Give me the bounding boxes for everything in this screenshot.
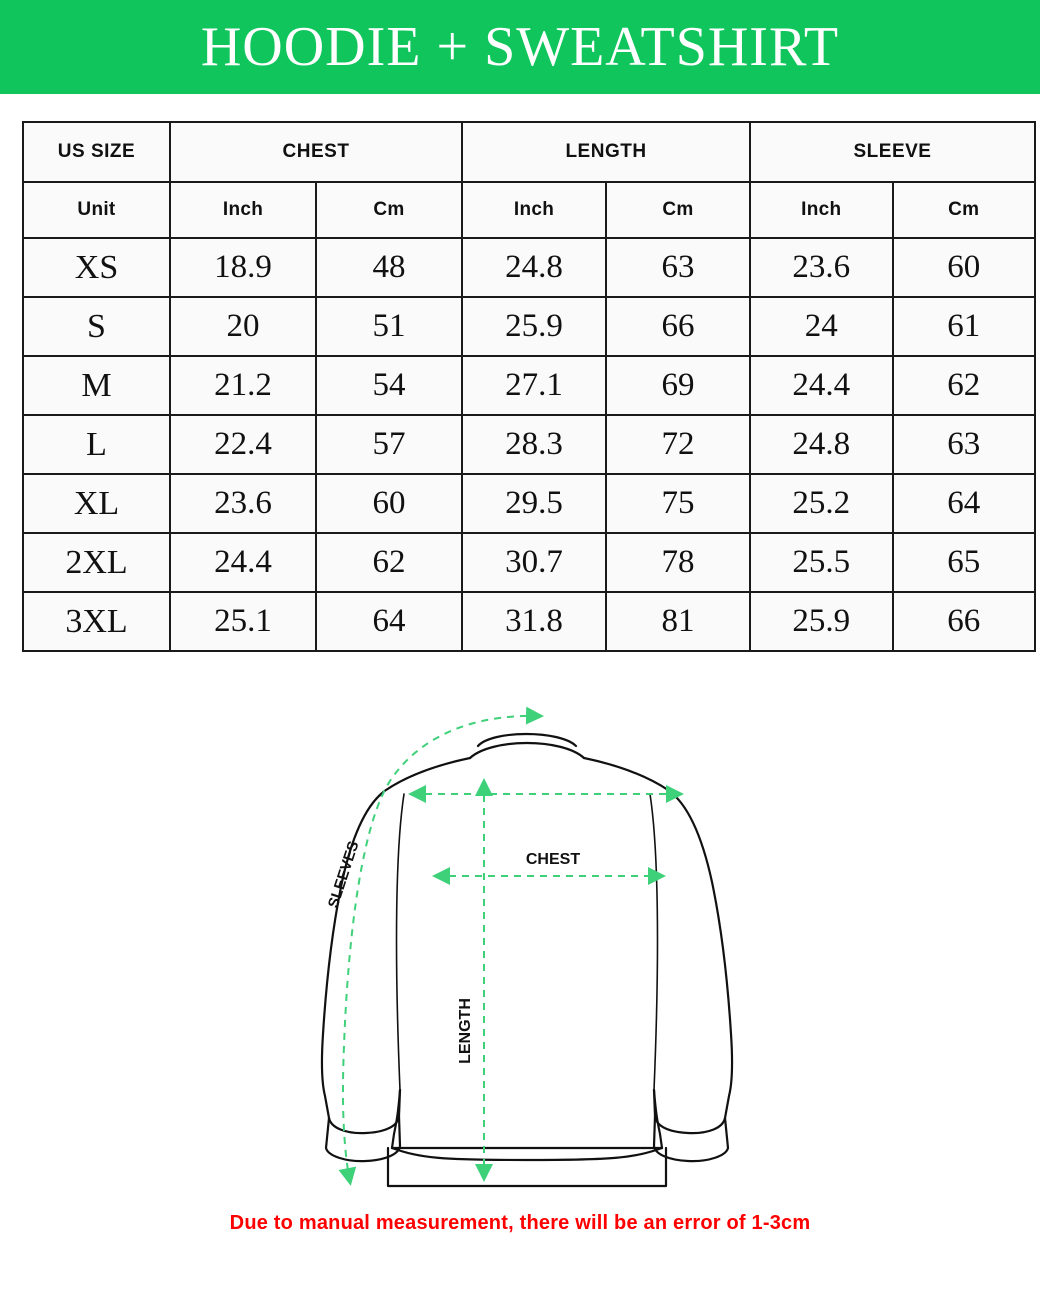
cell-size: M xyxy=(23,356,170,415)
cell-sleeve-inch: 24.4 xyxy=(750,356,893,415)
cell-size: 3XL xyxy=(23,592,170,651)
cell-sleeve-inch: 25.9 xyxy=(750,592,893,651)
label-chest: CHEST xyxy=(525,851,581,868)
unit-chest-cm: Cm xyxy=(316,182,462,238)
size-table xyxy=(22,121,1036,652)
cell-length-inch: 27.1 xyxy=(462,356,606,415)
label-length: LENGTH xyxy=(457,998,474,1064)
cell-length-cm: 78 xyxy=(606,533,750,592)
label-sleeves: SLEEVES xyxy=(324,839,363,911)
cell-chest-cm: 64 xyxy=(316,592,462,651)
cell-chest-cm: 60 xyxy=(316,474,462,533)
cell-length-cm: 72 xyxy=(606,415,750,474)
table-row xyxy=(23,533,1035,592)
cell-length-cm: 66 xyxy=(606,297,750,356)
unit-chest-inch: Inch xyxy=(170,182,316,238)
table-row xyxy=(23,238,1035,297)
cell-sleeve-cm: 64 xyxy=(893,474,1036,533)
cell-size: XS xyxy=(23,238,170,297)
header-length: LENGTH xyxy=(462,122,750,182)
cell-sleeve-cm: 66 xyxy=(893,592,1036,651)
cell-chest-inch: 18.9 xyxy=(170,238,316,297)
measurement-note: Due to manual measurement, there will be an error of 1-3cm xyxy=(229,1212,811,1234)
cell-chest-inch: 22.4 xyxy=(170,415,316,474)
cell-sleeve-inch: 24 xyxy=(750,297,893,356)
cell-chest-cm: 54 xyxy=(316,356,462,415)
cell-length-cm: 81 xyxy=(606,592,750,651)
cell-length-inch: 30.7 xyxy=(462,533,606,592)
cell-chest-inch: 21.2 xyxy=(170,356,316,415)
cell-sleeve-cm: 60 xyxy=(893,238,1036,297)
table-row xyxy=(23,592,1035,651)
cell-sleeve-inch: 25.2 xyxy=(750,474,893,533)
cell-length-inch: 31.8 xyxy=(462,592,606,651)
sweatshirt-illustration xyxy=(0,686,1040,1206)
header-us-size: US SIZE xyxy=(23,122,170,182)
table-row xyxy=(23,415,1035,474)
cell-chest-inch: 24.4 xyxy=(170,533,316,592)
cell-chest-cm: 51 xyxy=(316,297,462,356)
cell-length-cm: 69 xyxy=(606,356,750,415)
cell-chest-cm: 48 xyxy=(316,238,462,297)
cell-length-cm: 63 xyxy=(606,238,750,297)
garment-outline xyxy=(322,734,732,1186)
cell-size: L xyxy=(23,415,170,474)
cell-size: S xyxy=(23,297,170,356)
unit-sleeve-inch: Inch xyxy=(750,182,893,238)
cell-size: 2XL xyxy=(23,533,170,592)
table-group-header-row xyxy=(23,122,1035,182)
cell-sleeve-cm: 65 xyxy=(893,533,1036,592)
header-banner xyxy=(0,0,1040,94)
cell-sleeve-inch: 24.8 xyxy=(750,415,893,474)
unit-length-cm: Cm xyxy=(606,182,750,238)
cell-length-cm: 75 xyxy=(606,474,750,533)
measurement-diagram xyxy=(0,686,1040,1206)
cell-size: XL xyxy=(23,474,170,533)
cell-sleeve-inch: 25.5 xyxy=(750,533,893,592)
table-unit-header-row xyxy=(23,182,1035,238)
cell-chest-inch: 23.6 xyxy=(170,474,316,533)
cell-length-inch: 24.8 xyxy=(462,238,606,297)
cell-chest-cm: 57 xyxy=(316,415,462,474)
header-chest: CHEST xyxy=(170,122,462,182)
sleeve-measure-arrow xyxy=(343,716,540,1182)
cell-sleeve-inch: 23.6 xyxy=(750,238,893,297)
cell-sleeve-cm: 63 xyxy=(893,415,1036,474)
table-row xyxy=(23,474,1035,533)
cell-chest-inch: 20 xyxy=(170,297,316,356)
page-title: HOODIE + SWEATSHIRT xyxy=(200,16,840,78)
table-row xyxy=(23,356,1035,415)
table-body xyxy=(23,238,1035,651)
cell-length-inch: 28.3 xyxy=(462,415,606,474)
cell-length-inch: 25.9 xyxy=(462,297,606,356)
cell-sleeve-cm: 62 xyxy=(893,356,1036,415)
cell-length-inch: 29.5 xyxy=(462,474,606,533)
table-row xyxy=(23,297,1035,356)
unit-label: Unit xyxy=(23,182,170,238)
unit-sleeve-cm: Cm xyxy=(893,182,1036,238)
header-sleeve: SLEEVE xyxy=(750,122,1035,182)
cell-sleeve-cm: 61 xyxy=(893,297,1036,356)
cell-chest-inch: 25.1 xyxy=(170,592,316,651)
unit-length-inch: Inch xyxy=(462,182,606,238)
cell-chest-cm: 62 xyxy=(316,533,462,592)
size-table-container xyxy=(22,121,1018,652)
